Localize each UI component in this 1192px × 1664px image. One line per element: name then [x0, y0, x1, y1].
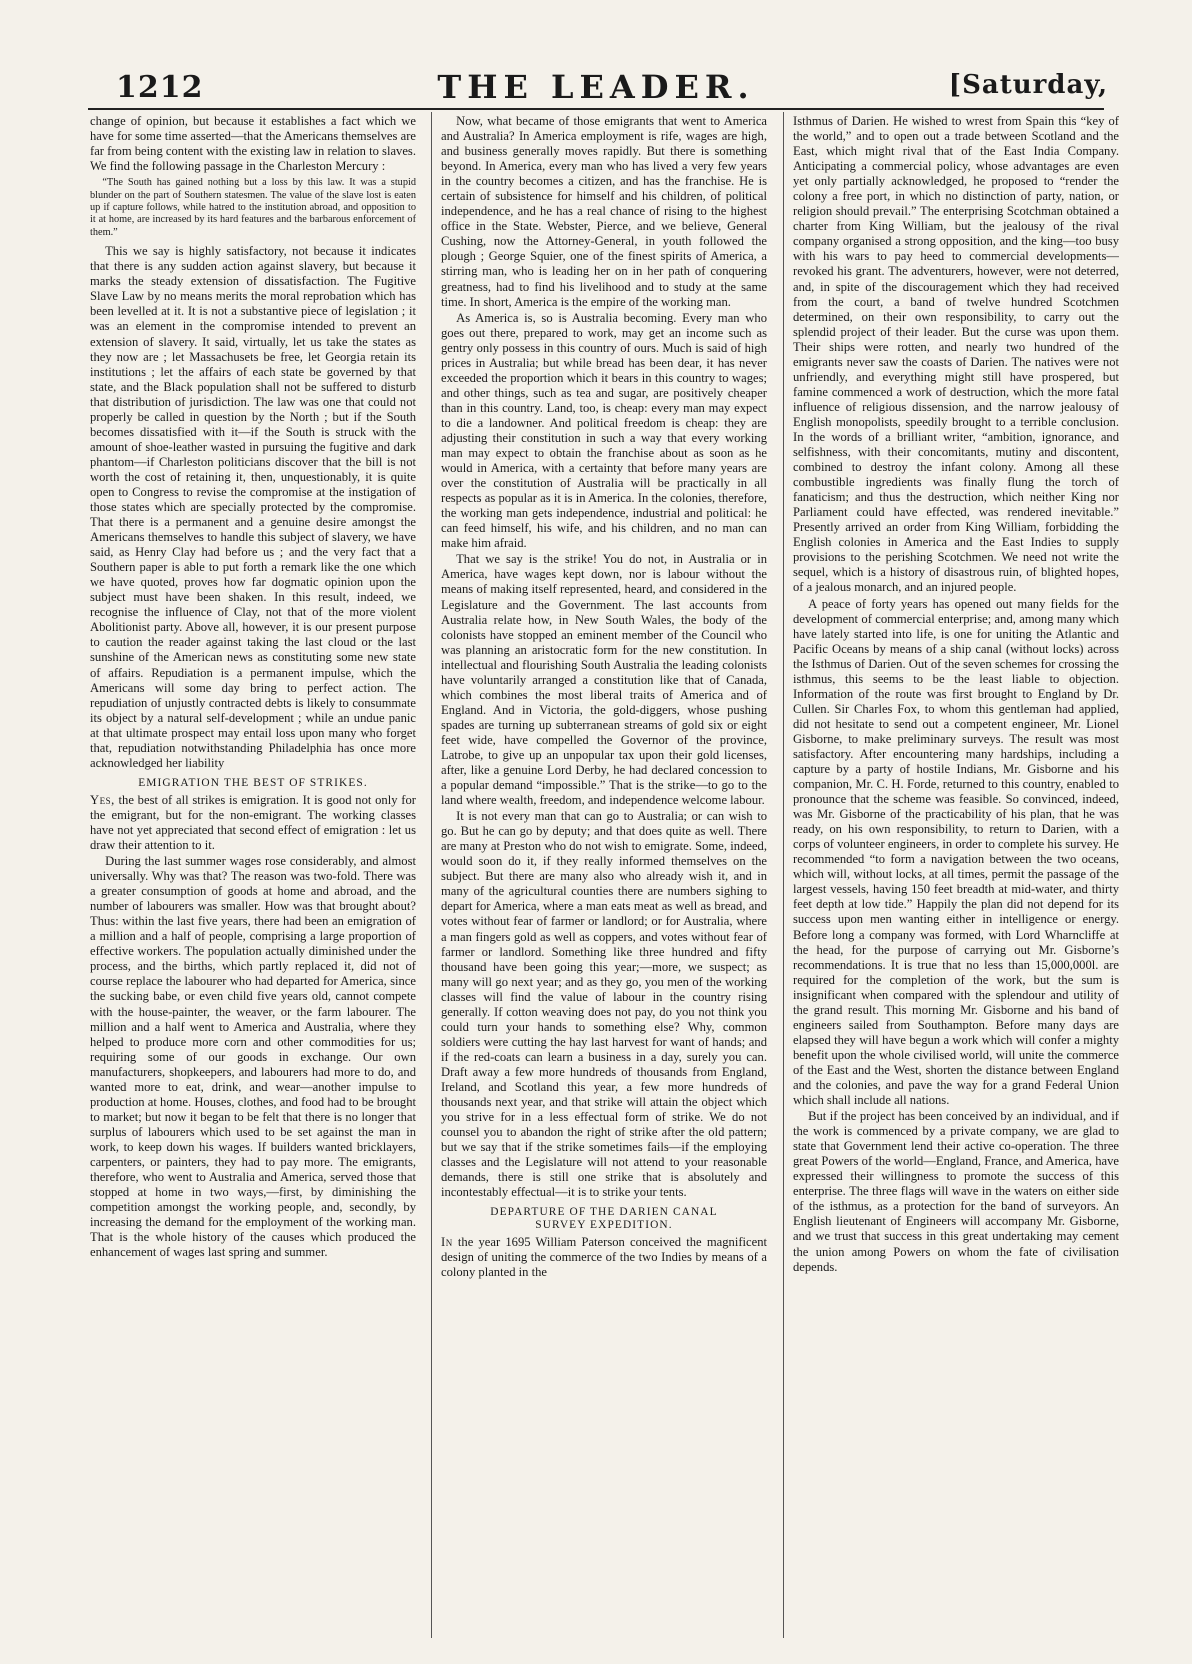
article-paragraph: That we say is the strike! You do not, in Australia or in America, have wages kept down, nor is labour without the means of making itself represented, heard, and considered in the Legislature and the Government. The last accounts from Australia relate how, in New South Wales, the body of the colonists have stopped an eminent member of the Council who was planning an aristocratic form for the new constitution. In intellectual and flourishing South Australia the leading colonists have voluntarily arranged a constitution like that of Canada, which combines the most liberal traits of America and of England. And in Victoria, the gold-diggers, whose pushing spades are turning up subterranean streams of gold six or eight feet wide, have compelled the Governor of the province, Latrobe, to give up an unpopular tax upon their gold licenses, after, like a genuine Lord Derby, he had declared concession to a popular demand “impossible.” That is the strike—to go to the land where wealth, freedom, and independence welcome labour.	[441, 552, 767, 808]
article-paragraph: Isthmus of Darien. He wished to wrest from Spain this “key of the world,” and to open out a trade between Scotland and the East, which might rival that of the East India Company. Anticipating a commercial policy, whose advantages are even yet only partially acknowledged, he proposed to “render the colony a free port, in which no distinction of party, nation, or religion should prevail.” The enterprising Scotchman obtained a charter from King William, but the jealousy of the rival company organised a strong opposition, and the king—too busy with his wars to pay heed to commercial developments—revoked his grant. The adventurers, however, were not deterred, and, in spite of the discouragement which they had received from the court, a band of twelve hundred Scotchmen determined, on their own responsibility, to carry out the splendid project of their leader. But the curse was upon them. Their ships were rotten, and nearly two hundred of the emigrants never saw the coasts of Darien. The natives were not unfriendly, and everything might still have prospered, but famine commenced a work of destruction, which the more fatal influence of religious dissension, and the narrow jealousy of English monopolists, speedily brought to a terrible conclusion. In the words of a brilliant writer, “ambition, ignorance, and selfishness, with their concomitants, mutiny and discontent, combined to destroy the infant colony. Among all these combustible ingredients was finally flung the torch of fanaticism; and thus the destruction, which neither King nor Parliament could have effected, was rendered inevitable.” Presently arrived an order from King William, forbidding the English colonies in America and the East Indies to supply provisions to the perishing Scotchmen. We need not write the sequel, which is a history of disastrous ruin, of blighted hopes, of a jealous monarch, and an injured people.	[793, 114, 1119, 595]
article-paragraph: During the last summer wages rose considerably, and almost universally. Why was that? The reason was two-fold. There was a greater consumption of goods at home and abroad, and the number of labourers was smaller. How was that brought about? Thus: within the last five years, there had been an emigration of a million and a half of people, comprising a large proportion of effective workers. The population actually diminished under the process, and the births, which partly replaced it, did not of course replace the labourer who had departed for America, since the sucking babe, or even child five years old, cannot compete with the house-painter, the weaver, or the farm labourer. The million and a half went to America and Australia, where they helped to produce more corn and other commodities for us; requiring some of our goods in exchange. Our own manufacturers, shopkeepers, and labourers had more to do, and wanted more to eat, drink, and wear—another impulse to production at home. Houses, clothes, and food had to be brought to market; but now it began to be felt that there is no longer that surplus of labourers which used to be set against the man in work, to keep down his wages. If builders wanted bricklayers, carpenters, or painters, they had to pay more. The emigrants, therefore, who went to Australia and America, served those that stopped at home in two ways,—first, by diminishing the competition amongst the working people, and, secondly, by increasing the demand for the employment of the working man. That is the whole history of the causes which produced the enhancement of wages last spring and summer.	[90, 854, 416, 1260]
article-heading	[441, 1206, 767, 1232]
heading-line: DEPARTURE OF THE DARIEN CANAL	[490, 1206, 718, 1219]
article-paragraph	[441, 1235, 767, 1280]
article-paragraph	[90, 793, 416, 853]
column-1	[90, 114, 416, 1634]
article-heading: EMIGRATION THE BEST OF STRIKES.	[138, 776, 368, 789]
article-paragraph: A peace of forty years has opened out many fields for the development of commercial enterprise; and, among many which have lately started into life, is one for uniting the Atlantic and Pacific Oceans by means of a ship canal (without locks) across the Isthmus of Darien. Out of the seven schemes for crossing the isthmus, this seems to be the least liable to objection. Information of the route was first brought to England by Dr. Cullen. Sir Charles Fox, to whom this gentleman had applied, did not hesitate to send out a competent engineer, Mr. Lionel Gisborne, to make preliminary surveys. The result was most satisfactory. After encountering many hardships, including a capture by a party of hostile Indians, Mr. Gisborne and his companion, Mr. C. H. Forde, returned to this country, enabled to pronounce that the scheme was feasible. So convinced, indeed, was Mr. Gisborne of the practicability of his plan, that he was ready, on his own responsibility, to return to Darien, with a corps of volunteer engineers, in order to complete his survey. He recommended “to form a navigation between the two oceans, which will, without locks, at all times, permit the passage of the largest vessels, having 150 feet breadth at mid-water, and thirty feet depth at low tide.” Happily the plan did not depend for its success upon men wanting either in intelligence or energy. Before long a company was formed, with Lord Wharncliffe at the head, for the purpose of carrying out Mr. Gisborne’s recommendations. It is true that no less than 15,000,000l. are required for the completion of the work, but the sum is insignificant when compared with the splendour and utility of the grand result. This morning Mr. Gisborne and his band of engineers sailed from Southampton. Before many days are elapsed they will have begun a work which will confer a mighty benefit upon the whole civilised world, will unite the commerce of the East and the West, shorten the distance between England and the colonies, and pave the way for a grand Federal Union which shall include all nations.	[793, 596, 1119, 1108]
paragraph-text: the best of all strikes is emigration. It is good not only for the emigrant, but for the non-emigrant. The working classes have not yet appreciated that second effect of emigration : let us draw their attention to it.	[90, 792, 416, 852]
lead-word: Yes,	[90, 792, 115, 807]
issue-day: [Saturday,	[948, 70, 1108, 100]
article-paragraph: It is not every man that can go to Australia; or can wish to go. But he can go by deputy; and that does quite as well. There are many at Preston who do not wish to emigrate. Some, indeed, would soon do it, if they really informed themselves on the subject. But there are many also who already wish it, and in many of the agricultural counties there are numbers sighing to depart for America, where a man eats meat as well as bread, and votes without fear of farmer or landlord; or for Australia, where a man fingers gold as well as coppers, and votes without fear of farmer or landlord. Something like three hundred and fifty thousand have been going this year;—more, we suspect; as many will go next year; and as they go, you men of the working classes will find the value of labour in the country rising generally. If cotton weaving does not pay, do you not think you could turn your hands to something else? Why, common soldiers were cutting the hay last harvest for want of hands; and if the red-coats can learn a business in a day, surely you can. Draft away a few more hundreds of thousands from England, Ireland, and Scotland this year, a few more hundreds of thousands next year, and that strike will attain the object which you strive for in a less effectual form of strike. We do not counsel you to abandon the right of strike after the old pattern; but we say that if the strike sometimes fails—if the employing classes and the Legislature will not attend to your reasonable demands, there is still one strike that is absolutely and incontestably effectual—it is to strike your tents.	[441, 809, 767, 1200]
quoted-passage: “The South has gained nothing but a loss by this law. It was a stupid blunder on the part of Southern statesmen. The value of the slave lost is eaten up if capture follows, while hatred to the institution abroad, and opposition to it at home, are increased by its hard features and the barbarous enforcement of them.”	[90, 177, 416, 238]
page-header	[88, 68, 1108, 106]
article-paragraph: This we say is highly satisfactory, not because it indicates that there is any sudden action against slavery, but because it marks the steady extension of dissatisfaction. The Fugitive Slave Law by no means merits the moral reprobation which has been levelled at it. It is not a substantive piece of legislation ; it was an element in the compromise intended to prevent an extension of slavery. It said, virtually, let us take the states as they now are ; let Massachusets be free, let Georgia retain its institutions ; let the affairs of each state be governed by that state, and the Black population shall not be suffered to disturb that distribution of jurisdiction. The law was one that could not properly be called in question by the North ; but if the South becomes dissatisfied with it—if the South is struck with the amount of shoe-leather wasted in pursuing the fugitive and dark phantom—if Charleston politicians discover that the bill is not worth the cost of retaining it, then, unquestionably, it is quite open to Congress to revise the compromise at the instigation of those states which are specially protected by the compromise. That there is a permanent and a genuine desire amongst the Americans themselves to handle this subject of slavery, we have said, as Henry Clay had before us ; and the very fact that a Southern paper is able to put forth a remark like the one which we have quoted, proves how far dogmatic opinion upon the subject must have been shaken. In this result, indeed, we recognise the influence of Clay, not that of the more violent Abolitionist party. Above all, however, it is our present purpose to caution the reader against taking the last cloud or the last sunshine of the American news as constituting some new state of affairs. Repudiation is a permanent impulse, which the Americans will some day bring to perfect action. The repudiation of unjustly contracted debts is likely to consummate its object by a natural self-development ; while an undue panic at that ultimate prospect may entail loss upon many who forget that, repudiation notwithstanding Philadelphia has once more acknowledged her liability	[90, 244, 416, 770]
newspaper-title: THE LEADER.	[437, 68, 755, 106]
column-divider	[783, 112, 784, 1638]
column-divider	[431, 112, 432, 1638]
header-rule	[88, 108, 1104, 110]
page-number: 1212	[116, 70, 204, 105]
article-paragraph: change of opinion, but because it establishes a fact which we have for some time asserted—that the Americans themselves are far from being content with the existing law in relation to slaves. We find the following passage in the Charleston Mercury :	[90, 114, 416, 174]
heading-line: SURVEY EXPEDITION.	[535, 1219, 673, 1232]
column-3	[793, 114, 1119, 1634]
article-paragraph: But if the project has been conceived by an individual, and if the work is commenced by a private company, we are glad to state that Government lend their active co-operation. The three great Powers of the world—England, France, and America, have expressed their willingness to promote the success of this enterprise. The three flags will wave in the waters on either side of the isthmus, as a protection for the band of surveyors. An English lieutenant of Engineers will accompany Mr. Gisborne, and we trust that success in this great undertaking may cement the union among Powers on whom the fate of civilisation depends.	[793, 1109, 1119, 1274]
article-paragraph: As America is, so is Australia becoming. Every man who goes out there, prepared to work, may get an income such as gentry only possess in this country of ours. Much is said of high prices in Australia; but while bread has been dear, it has never exceeded the proportion which it bears in this country to wages; and other things, such as tea and sugar, are positively cheaper than in this country. Land, too, is cheap: every man may expect to die a landowner. And political freedom is cheap: they are adjusting their constitution in such a way that every working man may expect to obtain the franchise about as soon as he would in America, with a certainty that before many years are over the constitution of Australia will be practically in all respects as popular as it is in America. In the colonies, therefore, the working man gets independence, industrial and political: he can feed himself, his wife, and his children, and no man can make him afraid.	[441, 310, 767, 551]
column-2	[441, 114, 767, 1634]
lead-word: In	[441, 1235, 453, 1250]
article-paragraph: Now, what became of those emigrants that went to America and Australia? In America employment is rife, wages are high, and business generally moves rapidly. But there is something beyond. In America, every man who has lived a very few years in the country becomes a citizen, and has the franchise. He is certain of subsistence for himself and his children, of political independence, and he has a real chance of rising to the highest office in the State. Webster, Pierce, and we believe, General Cushing, now the Attorney-General, in youth followed the plough ; George Squier, one of the finest spirits of America, a stirring man, who is leading her on in her path of conquering greatness, had to find his livelihood and to study at the same time. In short, America is the empire of the working man.	[441, 114, 767, 309]
paragraph-text: the year 1695 William Paterson conceived the magnificent design of uniting the commerce of the two Indies by means of a colony planted in the	[441, 1235, 767, 1280]
